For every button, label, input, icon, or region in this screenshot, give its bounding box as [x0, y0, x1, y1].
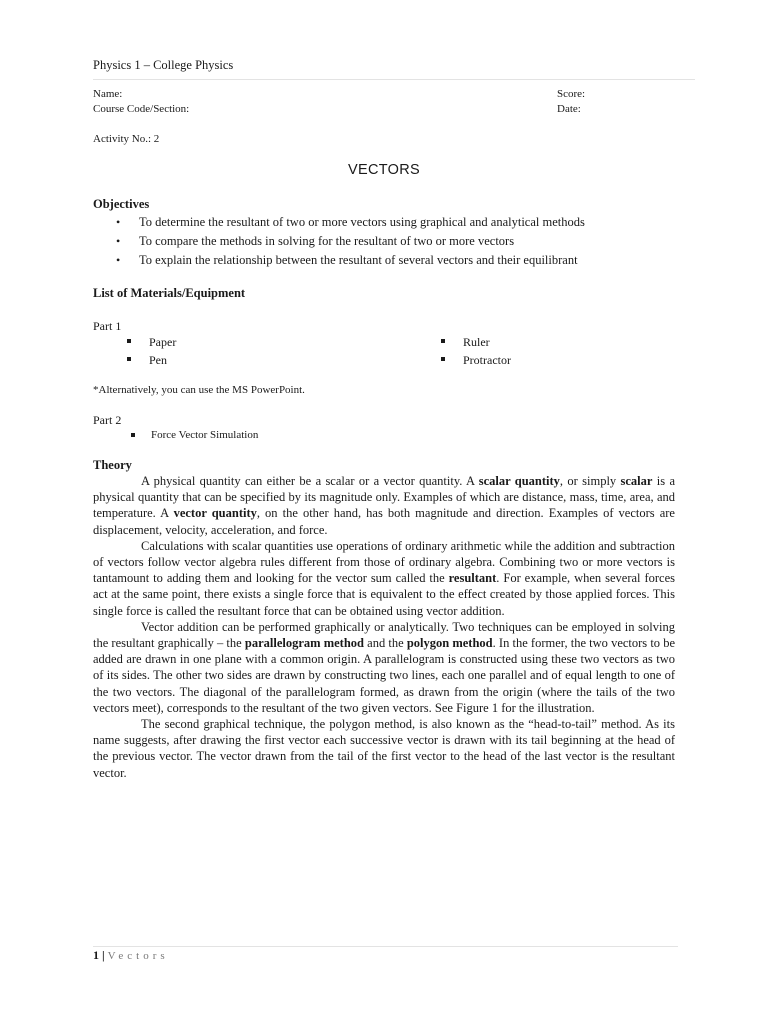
term-bold: scalar quantity — [478, 474, 560, 488]
objective-text: To compare the methods in solving for the resultant of two or more vectors — [139, 234, 515, 248]
name-label: Name: — [93, 88, 123, 100]
date-label: Date: — [557, 103, 581, 115]
objective-text: To determine the resultant of two or more vectors using graphical and analytical methods — [139, 215, 585, 229]
course-code-label: Course Code/Section: — [93, 103, 190, 115]
part1-label: Part 1 — [93, 319, 122, 333]
header-rule — [93, 79, 695, 80]
bullet-icon: • — [116, 215, 121, 229]
footer-rule — [93, 946, 678, 947]
theory-paragraph: Vector addition can be performed graphically or analytically. Two techniques can be employed in solving the resultant graphically – the parallelogram method and the polygon method. In the former, the two vectors to be added are drawn in one plane with a common origin. A parallelogram is constructed using these two vectors as two of its sides. The other two sides are drawn by constructing two lines, each one parallel and of equal length to one of the two vectors. The diagonal of the parallelogram formed, as drawn from the origin (where the tails of the two vectors meet), corresponds to the resultant of the two given vectors. See Figure 1 for the illustration. — [93, 619, 676, 715]
page-title: VECTORS — [348, 162, 420, 178]
course-header: Physics 1 – College Physics — [93, 58, 234, 72]
term-bold: vector quantity — [173, 506, 257, 521]
part2-label: Part 2 — [93, 413, 122, 427]
page-footer — [93, 948, 169, 963]
term-bold: parallelogram method — [244, 636, 364, 651]
theory-paragraph: A physical quantity can either be a scalar or a vector quantity. A scalar quantity, or simply scalar is a physical quantity that can be specified by its magnitude only. Examples of which are distance, mass, time, area, and temperature. A vector quantity, on the other hand, has both magnitude and direction. Examples of vectors are displacement, velocity, acceleration, and force. — [93, 474, 675, 537]
objectives-heading: Objectives — [93, 197, 150, 211]
bullet-icon: • — [116, 253, 121, 267]
footer-separator: | — [102, 948, 105, 962]
theory-paragraph: The second graphical technique, the polygon method, is also known as the “head-to-tail” method. As its name suggests, after drawing the first vector each successive vector is drawn with its tail beginning at the head of the previous vector. The vector drawn from the tail of the first vector to the head of the last vector is the resultant vector. — [93, 717, 675, 780]
square-bullet-icon — [131, 433, 135, 437]
activity-label: Activity No.: 2 — [93, 133, 160, 145]
footer-label: Vectors — [107, 950, 169, 962]
term-bold: polygon method — [406, 636, 493, 651]
term-bold: scalar — [620, 474, 653, 488]
square-bullet-icon — [127, 357, 131, 361]
material-text: Protractor — [463, 353, 511, 367]
material-text: Ruler — [463, 335, 490, 349]
powerpoint-note: *Alternatively, you can use the MS PowerPoint. — [93, 384, 305, 396]
score-label: Score: — [557, 88, 586, 100]
theory-paragraph: Calculations with scalar quantities use operations of ordinary arithmetic while the addition and subtraction of vectors follow vector algebra rules different from those of ordinary algebra. Combining two or more vectors is tantamount to adding them and looking for the vector sum called the resultant. For example, when several forces act at the same point, there exists a single force that is equivalent to the effect created by those applied forces. This single force is called the resultant force that can be obtained using vector addition. — [93, 538, 675, 618]
square-bullet-icon — [441, 357, 445, 361]
objective-text: To explain the relationship between the resultant of several vectors and their equilibrant — [139, 253, 578, 267]
materials-heading: List of Materials/Equipment — [93, 286, 246, 300]
square-bullet-icon — [127, 339, 131, 343]
page-number: 1 — [93, 948, 99, 962]
theory-heading: Theory — [93, 458, 132, 472]
square-bullet-icon — [441, 339, 445, 343]
material-text: Force Vector Simulation — [151, 429, 259, 441]
bullet-icon: • — [116, 234, 121, 248]
material-text: Paper — [149, 335, 177, 349]
term-bold: resultant — [448, 571, 497, 586]
theory-body — [93, 473, 675, 781]
material-text: Pen — [149, 353, 167, 367]
